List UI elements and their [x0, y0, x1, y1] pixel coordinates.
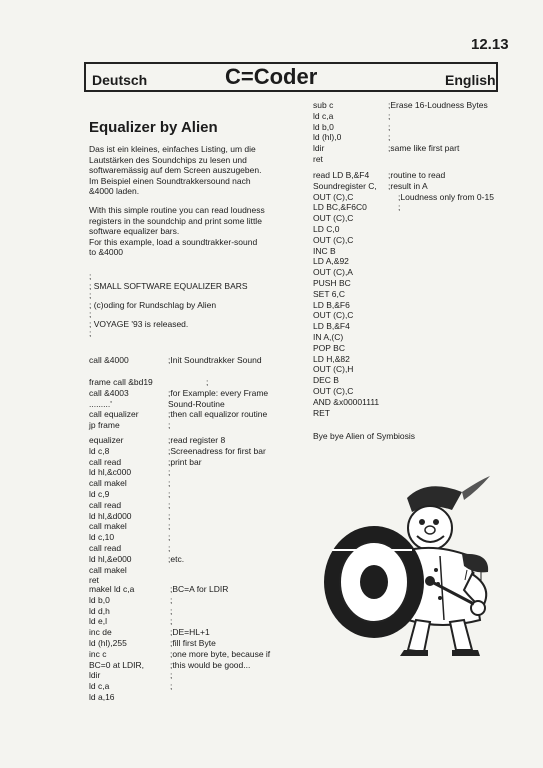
code-line: LD B,&F4 — [313, 321, 350, 332]
code-line: OUT (C),C — [313, 213, 354, 224]
code-line: LD BC,&F6C0 — [313, 202, 367, 213]
code-line: ld e,l — [89, 616, 107, 627]
code-listing-left-2 — [89, 377, 153, 431]
text-line: softwaremässig auf dem Screen auszugeben. — [89, 165, 262, 175]
code-line: call makel — [89, 521, 127, 532]
text-line: to &4000 — [89, 247, 124, 257]
code-line: AND &x00001111 — [313, 396, 380, 407]
code-line: ld hl,&d000 — [89, 510, 132, 521]
comment-line: ; — [89, 271, 92, 281]
code-comment: ;then call equalizor routine — [168, 409, 268, 420]
code-comment: ;routine to read — [388, 170, 446, 180]
code-comments-left-4 — [170, 584, 270, 692]
comment-line: ; — [89, 328, 92, 338]
text-line: &4000 laden. — [89, 186, 140, 196]
code-line: inc de — [89, 627, 112, 638]
code-line: LD B,&F6 — [313, 299, 350, 310]
comment-block — [89, 272, 248, 339]
code-comment: ;Erase 16-Loudness Bytes — [388, 100, 488, 110]
code-line: call &4003 — [89, 387, 129, 398]
code-line: OUT (C),C — [313, 191, 354, 202]
code-line: .........' — [89, 398, 112, 409]
code-line: OUT (C),C — [313, 234, 354, 245]
code-comments-left-2 — [168, 377, 268, 431]
code-comment: ; — [206, 377, 209, 387]
text-line: For this example, load a soundtrakker-sound — [89, 236, 258, 247]
code-line: POP BC — [313, 342, 345, 353]
signoff-text: Bye bye Alien of Symbiosis — [313, 431, 416, 441]
code-comment: Sound-Routine — [168, 398, 225, 409]
drummer-cartoon-illustration — [312, 470, 517, 660]
code-line: INC B — [313, 245, 336, 256]
code-comment: ; — [168, 532, 171, 543]
code-line: LD H,&82 — [313, 353, 350, 364]
code-line: ldir — [89, 670, 101, 681]
german-paragraph — [89, 144, 261, 197]
code-comments-left-3 — [168, 435, 266, 565]
code-listing-right-2 — [313, 170, 379, 418]
code-comment: ;one more byte, because if — [170, 648, 271, 659]
text-line: Im Beispiel einen Soundtrakkersound nach — [89, 175, 251, 186]
comment-line: ; SMALL SOFTWARE EQUALIZER BARS — [89, 280, 248, 291]
code-comment: ; — [388, 110, 391, 121]
code-comment: ;result in A — [388, 180, 428, 191]
text-line: Das ist ein kleines, einfaches Listing, um die — [89, 144, 256, 154]
code-comment: ; — [388, 132, 391, 143]
code-line: makel ld c,a — [89, 584, 135, 594]
code-line: ld hl,&e000 — [89, 553, 132, 564]
article-heading: Equalizer by Alien — [89, 119, 218, 136]
text-line: registers in the soundchip and print some little — [89, 215, 262, 226]
code-comment: ; — [398, 202, 401, 213]
code-line: ret — [89, 575, 99, 586]
code-line: ld b,0 — [89, 594, 110, 605]
code-comment: ; — [168, 521, 171, 532]
code-line: jp frame — [89, 420, 120, 431]
code-comment: ;this would be good... — [170, 659, 251, 670]
code-line: LD A,&92 — [313, 256, 349, 267]
code-line: PUSH BC — [313, 277, 351, 288]
text-line: software equalizer bars. — [89, 226, 180, 236]
english-paragraph — [89, 205, 265, 258]
code-line: call makel — [89, 564, 127, 575]
code-comment: ; — [170, 670, 173, 681]
code-line: ld b,0 — [313, 121, 334, 132]
code-comment: ;fill first Byte — [170, 637, 216, 648]
code-comment: ; — [168, 488, 171, 499]
code-line: sub c — [313, 100, 334, 110]
code-line: ld c,10 — [89, 532, 115, 543]
code-line: ld (hl),255 — [89, 637, 127, 648]
code-line: LD C,0 — [313, 223, 340, 234]
code-comment: ; — [170, 594, 173, 605]
code-line: call read — [89, 456, 122, 467]
code-comment: ; — [168, 542, 171, 553]
language-label-left: Deutsch — [92, 72, 148, 88]
code-comment: ;BC=A for LDIR — [170, 584, 229, 594]
code-line: Soundregister C, — [313, 180, 377, 191]
code-line: ld c,8 — [89, 445, 110, 456]
code-line: ld hl,&c000 — [89, 467, 132, 478]
code-comment: ; — [168, 420, 171, 431]
code-line: call &4000 — [89, 355, 129, 365]
code-comment: ;DE=HL+1 — [170, 627, 210, 638]
code-line: DEC B — [313, 375, 339, 386]
code-comment: ; — [168, 478, 171, 489]
comment-line: ; — [89, 309, 92, 319]
page-number: 12.13 — [471, 36, 509, 53]
code-listing-left-3 — [89, 435, 132, 586]
code-comments-right-1 — [388, 100, 488, 154]
comment-line: ; (c)oding for Rundschlag by Alien — [89, 299, 217, 310]
code-listing-left-4 — [89, 584, 144, 703]
code-comments-left-1 — [168, 355, 262, 366]
code-comment: ;read register 8 — [168, 435, 226, 445]
text-line: With this simple routine you can read loudness — [89, 205, 265, 215]
code-line: ldir — [313, 143, 325, 154]
code-comment: ;Loudness only from 0-15 — [398, 191, 494, 202]
code-line: call read — [89, 499, 122, 510]
code-line: OUT (C),C — [313, 385, 354, 396]
code-comment: ;etc. — [168, 553, 185, 564]
code-line: OUT (C),H — [313, 364, 354, 375]
code-listing-left-1 — [89, 355, 129, 366]
code-line: ld c,a — [313, 110, 334, 121]
code-comment: ; — [388, 121, 391, 132]
comment-line: ; — [89, 290, 92, 300]
comment-line: ; VOYAGE '93 is released. — [89, 318, 189, 329]
code-line: OUT (C),A — [313, 267, 353, 278]
code-line: OUT (C),C — [313, 310, 354, 321]
text-line: Lautstärken des Soundchips zu lesen und — [89, 154, 247, 165]
code-comments-right-2 — [388, 170, 494, 213]
code-line: RET — [313, 407, 330, 418]
code-line: ret — [313, 153, 323, 164]
code-line: frame call &bd19 — [89, 377, 153, 387]
code-comment: ;Screenadress for first bar — [168, 445, 266, 456]
code-line: ld d,h — [89, 605, 110, 616]
code-comment: ;same like first part — [388, 143, 460, 154]
code-comment: ;for Example: every Frame — [168, 387, 269, 398]
code-listing-right-1 — [313, 100, 341, 165]
code-line: ld c,9 — [89, 488, 110, 499]
code-line: IN A,(C) — [313, 331, 344, 342]
magazine-title: C=Coder — [225, 64, 318, 89]
code-comment: ; — [168, 499, 171, 510]
code-line: read LD B,&F4 — [313, 170, 370, 180]
code-line: inc c — [89, 648, 107, 659]
code-comment: ; — [168, 467, 171, 478]
code-line: call makel — [89, 478, 127, 489]
code-line: SET 6,C — [313, 288, 345, 299]
language-label-right: English — [445, 72, 496, 88]
code-comment: ; — [170, 616, 173, 627]
code-line: call read — [89, 542, 122, 553]
code-line: equalizer — [89, 435, 124, 445]
code-comment: ;print bar — [168, 456, 202, 467]
code-line: ld c,a — [89, 681, 110, 692]
code-line: ld a,16 — [89, 691, 115, 702]
code-line: call equalizer — [89, 409, 139, 420]
code-comment: ; — [170, 681, 173, 692]
code-line: ld (hl),0 — [313, 132, 342, 143]
code-line: BC=0 at LDIR, — [89, 659, 145, 670]
code-comment: ; — [170, 605, 173, 616]
code-comment: ; — [168, 510, 171, 521]
code-comment: ;Init Soundtrakker Sound — [168, 355, 262, 365]
